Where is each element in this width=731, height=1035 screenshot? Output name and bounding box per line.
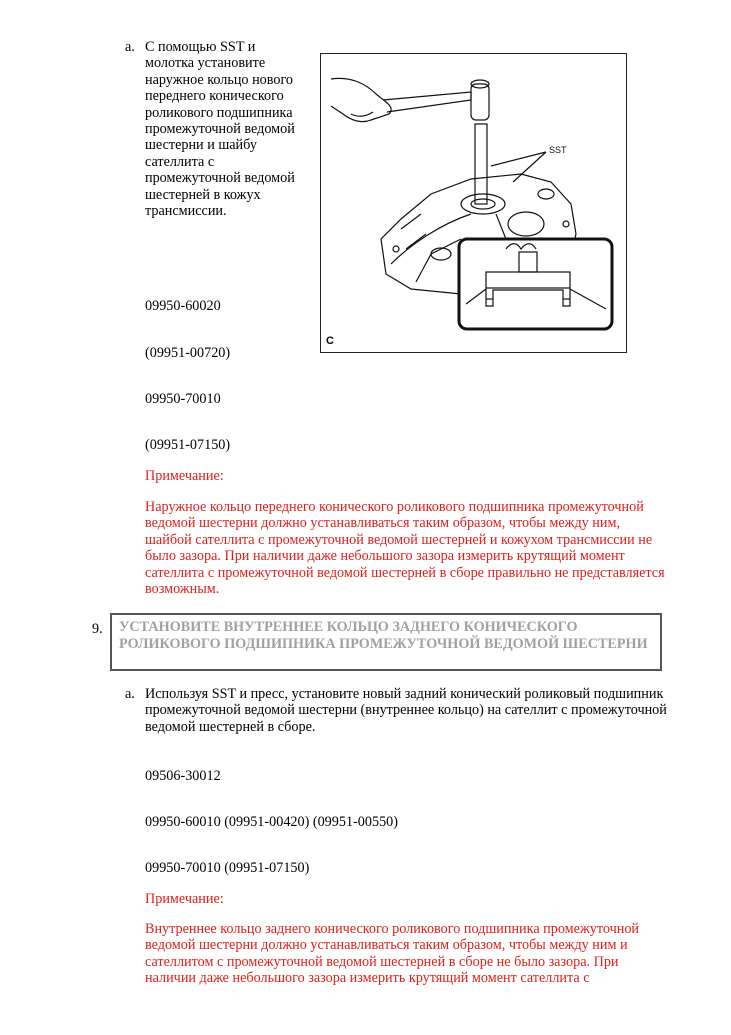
step-b-instruction bbox=[125, 686, 685, 735]
note-label: Примечание: bbox=[145, 891, 224, 907]
section-title: УСТАНОВИТЕ ВНУТРЕННЕЕ КОЛЬЦО ЗАДНЕГО КОНИЧЕСКОГО РОЛИКОВОГО ПОДШИПНИКА ПРОМЕЖУТОЧНОЙ ВЕДОМОЙ ШЕСТЕРНИ bbox=[110, 613, 662, 671]
sst-code: 09950-70010 (09951-07150) bbox=[145, 860, 310, 876]
installation-illustration bbox=[320, 53, 627, 353]
step-b-text: Используя SST и пресс, установите новый задний конический роликовый подшипник промежуточной ведомой шестерни (внутреннее кольцо) на сателлит с промежуточной ведомой шестерней в сборе. bbox=[145, 686, 667, 735]
sst-callout-label: SST bbox=[549, 145, 567, 155]
note-text: Внутреннее кольцо заднего конического роликового подшипника промежуточной ведомой шестерни должно устанавливаться таким образом, чтобы между ним и сателлитом с промежуточной ведомой шестерней в сборе не было зазора. При наличии даже небольшого зазора измерить крутящий момент сателлита с bbox=[145, 921, 640, 987]
step-a-instruction bbox=[125, 39, 295, 219]
step-a-marker: a. bbox=[125, 39, 135, 55]
step-b-marker: a. bbox=[125, 686, 135, 702]
sst-code: (09951-00720) bbox=[145, 345, 231, 361]
hammer-sst-housing-drawing bbox=[321, 54, 626, 352]
section-number: 9. bbox=[92, 621, 103, 637]
sst-code: 09506-30012 bbox=[145, 768, 221, 784]
note-label: Примечание: bbox=[145, 468, 224, 484]
figure-tag: C bbox=[326, 334, 334, 347]
sst-code: 09950-60010 (09951-00420) (09951-00550) bbox=[145, 814, 398, 830]
sst-code: (09951-07150) bbox=[145, 437, 231, 453]
note-text: Наружное кольцо переднего конического роликового подшипника промежуточной ведомой шестерни должно устанавливаться таким образом, чтобы между ним, шайбой сателлита с промежуточной ведомой шестерней и кожухом трансмиссии не было зазора. При наличии даже небольшого зазора измерить крутящий момент сателлита с промежуточной ведомой шестерней в сборе правильно не представляется возможным. bbox=[145, 499, 665, 598]
sst-code: 09950-70010 bbox=[145, 391, 221, 407]
step-a-text: С помощью SST и молотка установите наружное кольцо нового переднего конического роликового подшипника промежуточной ведомой шестерни и шайбу сателлита с промежуточной ведомой шестерней в кожух трансмиссии. bbox=[145, 39, 295, 220]
sst-code: 09950-60020 bbox=[145, 298, 221, 314]
